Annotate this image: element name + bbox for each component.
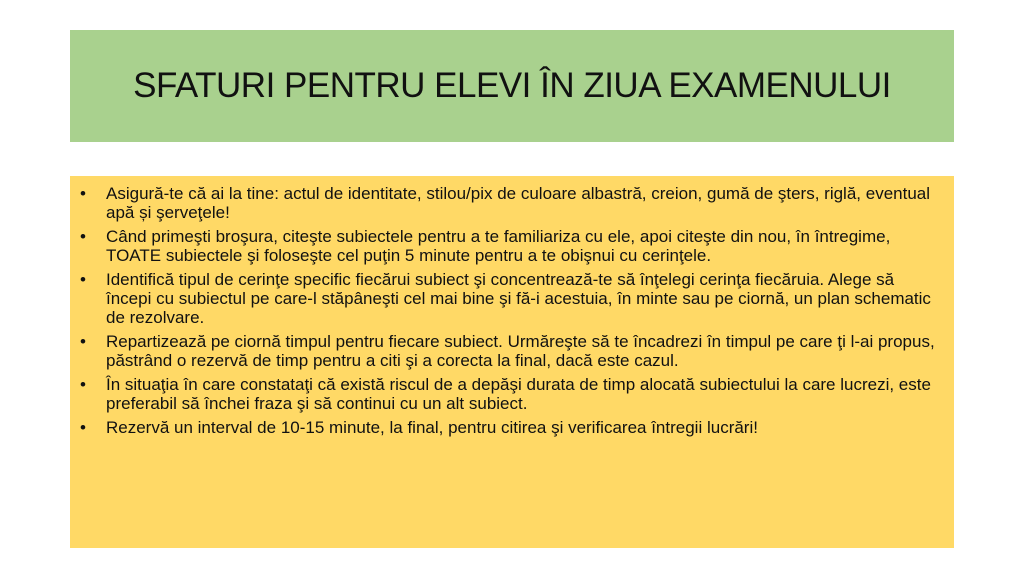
tip-item: • Identifică tipul de cerinţe specific fiecărui subiect şi concentrează-te să înţelegi cerinţa fiecăruia. Alege să începi cu subiectul pe care-l stăpâneşti cel mai bine şi fă-i acestuia, în minte sau pe ciornă, un plan schematic de rezolvare. (90, 270, 944, 327)
title-banner (70, 30, 954, 142)
tips-list (90, 184, 944, 437)
tips-panel (70, 176, 954, 548)
tip-item: • În situaţia în care constataţi că există riscul de a depăşi durata de timp alocată subiectului la care lucrezi, este preferabil să închei fraza şi să continui cu un alt subiect. (90, 375, 944, 413)
tip-item: • Asigură-te că ai la tine: actul de identitate, stilou/pix de culoare albastră, creion, gumă de şters, riglă, eventual apă și şerveţele! (90, 184, 944, 222)
tip-item: • Când primeşti broşura, citeşte subiectele pentru a te familiariza cu ele, apoi citeşte din nou, în întregime, TOATE subiectele şi foloseşte cel puţin 5 minute pentru a te obişnui cu cerinţele. (90, 227, 944, 265)
tip-item: • Rezervă un interval de 10-15 minute, la final, pentru citirea şi verificarea întregii lucrări! (90, 418, 944, 437)
slide-title: SFATURI PENTRU ELEVI ÎN ZIUA EXAMENULUI (133, 66, 891, 105)
tip-item: • Repartizează pe ciornă timpul pentru fiecare subiect. Urmăreşte să te încadrezi în timpul pe care ţi l-ai propus, păstrând o rezervă de timp pentru a citi şi a corecta la final, dacă este cazul. (90, 332, 944, 370)
